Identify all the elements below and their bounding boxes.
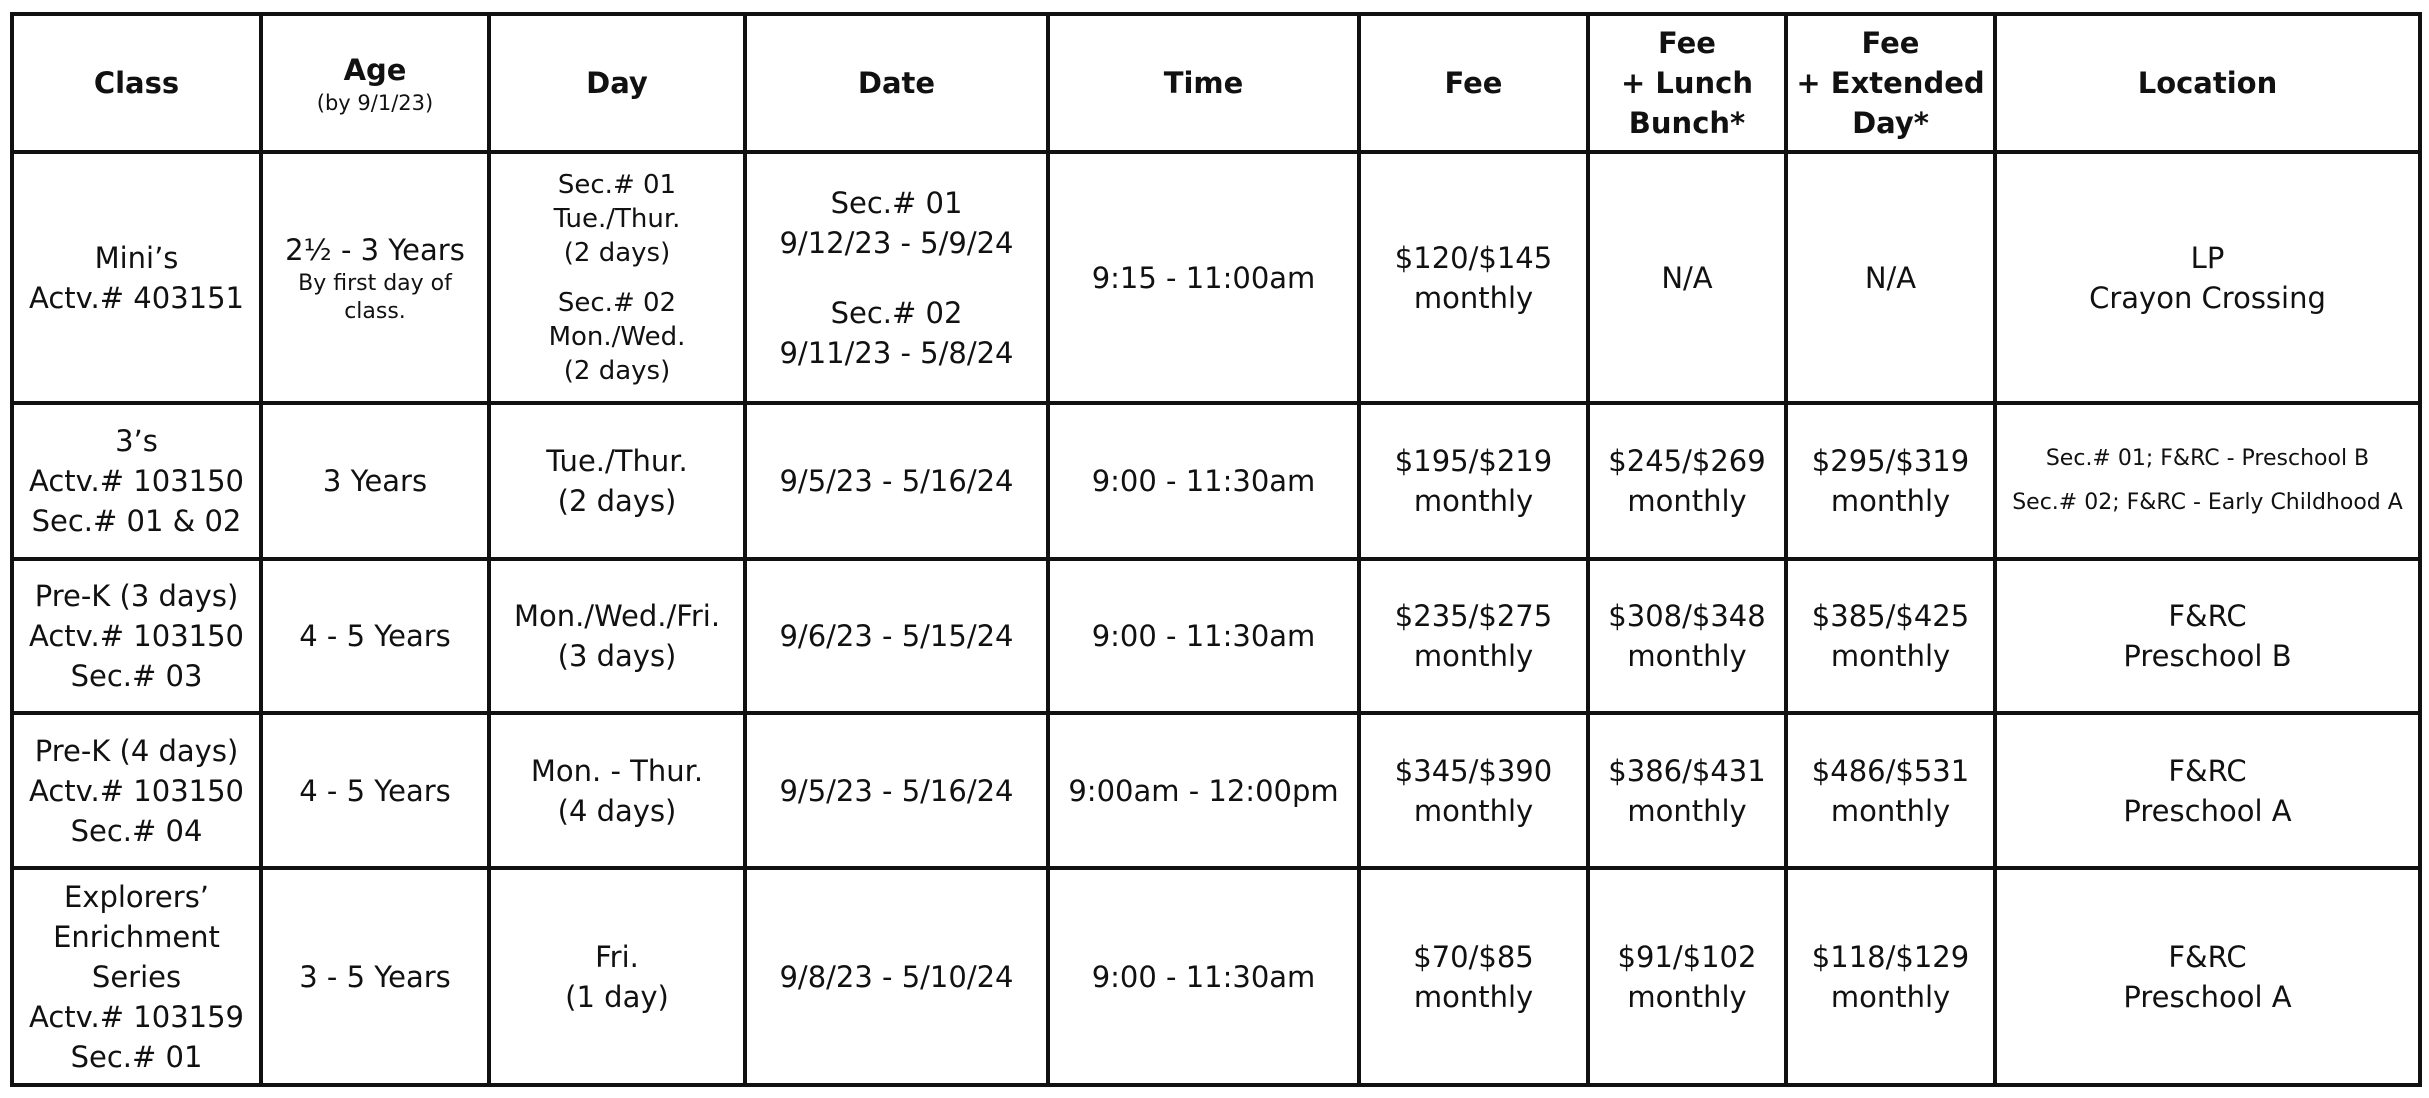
cell-fee: $120/$145 monthly [1359, 152, 1588, 403]
header-date: Date [745, 14, 1048, 152]
cell-fee-extended-day: $295/$319 monthly [1786, 403, 1995, 559]
cell-date: 9/5/23 - 5/16/24 [745, 403, 1048, 559]
cell-time: 9:00 - 11:30am [1048, 559, 1359, 713]
cell-fee-extended-day: N/A [1786, 152, 1995, 403]
cell-fee-extended-day: $486/$531 monthly [1786, 713, 1995, 868]
cell-class: Pre-K (4 days) Actv.# 103150 Sec.# 04 [12, 713, 261, 868]
cell-day: Mon./Wed./Fri. (3 days) [489, 559, 745, 713]
cell-fee-lunch-bunch: $245/$269 monthly [1588, 403, 1786, 559]
table-row [12, 713, 2420, 868]
cell-time: 9:00 - 11:30am [1048, 868, 1359, 1085]
table-row [12, 559, 2420, 713]
cell-fee-lunch-bunch: $386/$431 monthly [1588, 713, 1786, 868]
cell-location: LP Crayon Crossing [1995, 152, 2420, 403]
cell-date: 9/8/23 - 5/10/24 [745, 868, 1048, 1085]
cell-fee-extended-day: $385/$425 monthly [1786, 559, 1995, 713]
cell-date: 9/5/23 - 5/16/24 [745, 713, 1048, 868]
cell-location: Sec.# 01; F&RC - Preschool B Sec.# 02; F&RC - Early Childhood A [1995, 403, 2420, 559]
cell-day: Tue./Thur. (2 days) [489, 403, 745, 559]
header-time: Time [1048, 14, 1359, 152]
header-location: Location [1995, 14, 2420, 152]
cell-date: 9/6/23 - 5/15/24 [745, 559, 1048, 713]
cell-fee: $345/$390 monthly [1359, 713, 1588, 868]
cell-fee: $70/$85 monthly [1359, 868, 1588, 1085]
cell-day: Mon. - Thur. (4 days) [489, 713, 745, 868]
cell-class: Pre-K (3 days) Actv.# 103150 Sec.# 03 [12, 559, 261, 713]
cell-time: 9:15 - 11:00am [1048, 152, 1359, 403]
cell-class: Explorers’ Enrichment Series Actv.# 103159 Sec.# 01 [12, 868, 261, 1085]
cell-day: Fri. (1 day) [489, 868, 745, 1085]
cell-day: Sec.# 01 Tue./Thur. (2 days) Sec.# 02 Mon./Wed. (2 days) [489, 152, 745, 403]
table-row [12, 403, 2420, 559]
cell-age: 4 - 5 Years [261, 713, 489, 868]
cell-date: Sec.# 01 9/12/23 - 5/9/24 Sec.# 02 9/11/23 - 5/8/24 [745, 152, 1048, 403]
header-day: Day [489, 14, 745, 152]
cell-location: F&RC Preschool A [1995, 713, 2420, 868]
cell-age: 2½ - 3 Years By first day of class. [261, 152, 489, 403]
age-note: By first day of class. [298, 270, 452, 324]
cell-class: Mini’s Actv.# 403151 [12, 152, 261, 403]
header-age-note: (by 9/1/23) [316, 91, 434, 115]
cell-fee-lunch-bunch: N/A [1588, 152, 1786, 403]
cell-fee-lunch-bunch: $91/$102 monthly [1588, 868, 1786, 1085]
table-row [12, 152, 2420, 403]
cell-fee-lunch-bunch: $308/$348 monthly [1588, 559, 1786, 713]
cell-age: 4 - 5 Years [261, 559, 489, 713]
cell-class: 3’s Actv.# 103150 Sec.# 01 & 02 [12, 403, 261, 559]
header-fee: Fee [1359, 14, 1588, 152]
header-fee-extended-day: Fee + Extended Day* [1786, 14, 1995, 152]
cell-location: F&RC Preschool A [1995, 868, 2420, 1085]
cell-location: F&RC Preschool B [1995, 559, 2420, 713]
table-row [12, 868, 2420, 1085]
cell-age: 3 - 5 Years [261, 868, 489, 1085]
header-age: Age (by 9/1/23) [261, 14, 489, 152]
cell-time: 9:00 - 11:30am [1048, 403, 1359, 559]
cell-time: 9:00am - 12:00pm [1048, 713, 1359, 868]
class-schedule-table [10, 12, 2422, 1087]
cell-age: 3 Years [261, 403, 489, 559]
header-class: Class [12, 14, 261, 152]
table-header-row [12, 14, 2420, 152]
cell-fee: $235/$275 monthly [1359, 559, 1588, 713]
header-fee-lunch-bunch: Fee + Lunch Bunch* [1588, 14, 1786, 152]
cell-fee-extended-day: $118/$129 monthly [1786, 868, 1995, 1085]
cell-fee: $195/$219 monthly [1359, 403, 1588, 559]
